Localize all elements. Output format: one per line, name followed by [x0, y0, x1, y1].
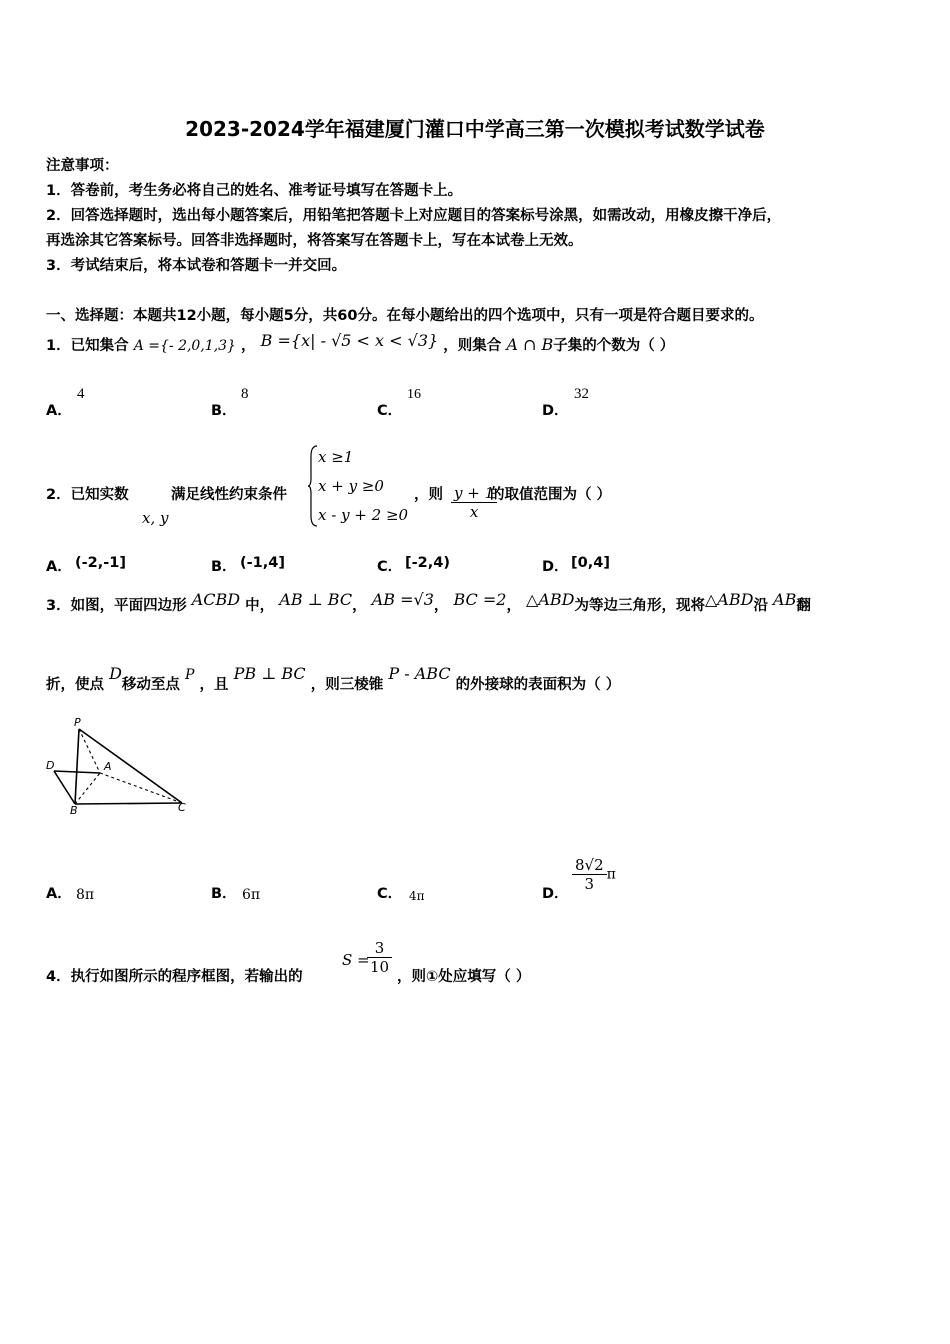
q2-option-d-value: [0,4] — [571, 555, 610, 571]
q1-set-a: A ={- 2,0,1,3} — [133, 338, 236, 354]
notice-item: 2．回答选择题时，选出每小题答案后，用铅笔把答题卡上对应题目的答案标号涂黑，如需改动，用橡皮擦干净后， — [46, 208, 782, 224]
q1-set-b: B ={x| - √5 < x < √3} — [260, 331, 439, 350]
q3-option-d-value — [572, 856, 616, 893]
q4-s: S = — [342, 951, 370, 969]
q3-text-2: 为等边三角形，现将 — [574, 598, 705, 614]
notice-item: 再选涂其它答案标号。回答非选择题时，将答案写在答题卡上，写在本试卷上无效。 — [46, 233, 583, 249]
q3-comma: ， — [506, 598, 521, 614]
q3-figure — [44, 714, 194, 816]
q3-comma: ， — [352, 598, 367, 614]
q2-then: ，则 — [414, 487, 443, 503]
figure-label-c: C — [178, 801, 186, 814]
q3-bc-length: BC =2 — [453, 590, 507, 609]
figure-edge-pb — [75, 729, 79, 804]
q3-option-c-letter: C． — [377, 886, 403, 902]
q2-prefix: 2．已知实数 — [46, 487, 129, 503]
q3-line2-text-1: 移动至点 — [121, 677, 180, 693]
q3-line2-text-2: ，且 — [199, 677, 229, 693]
q2-suffix: 的取值范围为（ ） — [490, 487, 612, 503]
q4-numerator: 3 — [367, 939, 392, 958]
q2-fraction-denominator: x — [469, 503, 479, 521]
q1-option-d-letter: D． — [542, 403, 569, 419]
q2-fraction-numerator: y + 1 — [451, 484, 497, 503]
q1-option-d-value: 32 — [574, 386, 589, 402]
q2-option-c-letter: C． — [377, 559, 403, 575]
q3-line2-prefix: 折，使点 — [46, 677, 104, 693]
notice-item: 1．答卷前，考生务必将自己的姓名、准考证号填写在答题卡上。 — [46, 183, 463, 199]
q3-option-d-pi: π — [606, 866, 616, 883]
q2-option-a-value: (-2,-1] — [75, 555, 126, 571]
q3-ab: AB — [773, 590, 797, 609]
q3-option-d-letter: D． — [542, 886, 569, 902]
q2-option-b-value: (-1,4] — [240, 555, 285, 571]
q3-option-d-numerator: 8√2 — [572, 856, 607, 875]
q2-option-c-value: [-2,4) — [405, 555, 450, 571]
question-3-line-2 — [46, 664, 621, 694]
q3-triangle-2: △ABD — [704, 590, 754, 609]
q3-text-3: 沿 — [753, 598, 768, 614]
q3-quad: ACBD — [191, 590, 241, 609]
q4-fraction — [367, 939, 392, 976]
q3-prefix: 3．如图，平面四边形 — [46, 598, 187, 614]
page-title: 2023-2024学年福建厦门灌口中学高三第一次模拟考试数学试卷 — [185, 117, 765, 141]
q3-comma: ， — [433, 598, 449, 614]
q3-ab-length: AB =√3 — [371, 590, 434, 609]
figure-label-a: A — [104, 760, 112, 773]
q3-perp-1: AB ⊥ BC — [279, 590, 353, 609]
q2-vars: x, y — [142, 509, 169, 527]
q1-comma: ， — [241, 338, 256, 354]
q1-prefix: 1．已知集合 — [46, 338, 129, 354]
q3-option-d-denominator: 3 — [584, 875, 595, 893]
q4-prefix: 4．执行如图所示的程序框图，若输出的 — [46, 969, 303, 985]
q2-option-a-letter: A． — [46, 559, 72, 575]
figure-label-p: P — [74, 716, 81, 729]
section-heading: 一、选择题：本题共12小题，每小题5分，共60分。在每小题给出的四个选项中，只有一项是符合题目要求的。 — [46, 308, 764, 324]
figure-label-d: D — [46, 759, 55, 772]
q1-option-a-letter: A． — [46, 403, 72, 419]
q3-perp-2: PB ⊥ BC — [233, 664, 306, 683]
q1-option-b-value: 8 — [241, 386, 249, 402]
figure-edge-ac — [100, 773, 182, 803]
q2-option-d-letter: D． — [542, 559, 569, 575]
q1-mid: ，则集合 — [443, 338, 502, 354]
q3-option-b-letter: B． — [211, 886, 237, 902]
question-1 — [46, 331, 675, 355]
figure-edge-ba — [75, 773, 100, 804]
q3-line2-text-3: ，则三棱锥 — [310, 677, 384, 693]
q3-option-a-value: 8π — [76, 887, 95, 903]
notice-item: 3．考试结束后，将本试卷和答题卡一并交回。 — [46, 258, 347, 274]
notice-heading: 注意事项： — [46, 158, 119, 174]
q3-point-d: D — [109, 664, 122, 683]
figure-edge-db — [54, 771, 75, 804]
q2-option-b-letter: B． — [211, 559, 237, 575]
q3-line2-suffix: 的外接球的表面积为（ ） — [455, 677, 621, 693]
q3-triangle: △ABD — [526, 590, 575, 609]
q2-constraint-3: x - y + 2 ≥0 — [318, 506, 409, 524]
q1-option-c-letter: C． — [377, 403, 403, 419]
q1-option-b-letter: B． — [211, 403, 237, 419]
q1-option-c-value: 16 — [407, 387, 421, 402]
q3-text-1: 中， — [245, 598, 275, 614]
q2-constraint-1: x ≥1 — [318, 448, 354, 466]
q1-suffix: 子集的个数为（ ） — [553, 338, 675, 354]
figure-edge-pc — [79, 729, 182, 803]
q3-option-b-value: 6π — [242, 887, 261, 903]
figure-edge-bc — [75, 803, 182, 804]
q4-suffix: ，则①处应填写（ ） — [397, 969, 531, 985]
q1-intersection: A ∩ B — [506, 335, 554, 354]
question-3-line-1 — [46, 590, 811, 615]
q1-option-a-value: 4 — [77, 386, 85, 402]
q3-point-p: P — [185, 667, 195, 683]
q2-mid: 满足线性约束条件 — [171, 487, 287, 503]
q3-text-4: 翻 — [796, 598, 811, 614]
q3-pyramid: P - ABC — [388, 664, 451, 683]
q2-constraint-2: x + y ≥0 — [318, 477, 384, 495]
figure-label-b: B — [70, 804, 78, 816]
figure-edge-da — [54, 771, 100, 773]
q3-option-c-value: 4π — [409, 889, 425, 903]
q3-option-a-letter: A． — [46, 886, 72, 902]
q4-denominator: 10 — [370, 958, 390, 976]
